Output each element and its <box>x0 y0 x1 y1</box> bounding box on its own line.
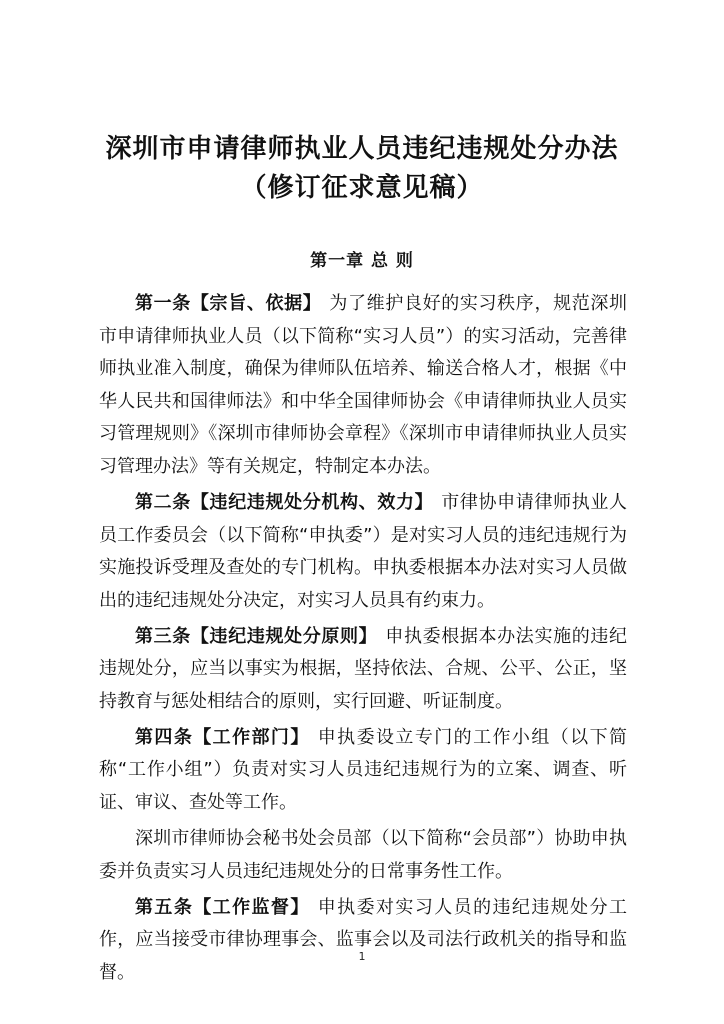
page-number: 1 <box>358 950 366 963</box>
document-title: 深圳市申请律师执业人员违纪违规处分办法 <box>105 134 619 164</box>
article-text: 申执委对实习人员的违纪违规处分工作，应当接受市律协理事会、监事会以及司法行政机关的指导和监督。 <box>99 896 627 983</box>
chapter-heading: 第一章 总 则 <box>310 251 414 271</box>
article-2 <box>99 487 627 617</box>
document-subtitle: （修订征求意见稿） <box>240 173 484 203</box>
article-text: 申执委根据本办法实施的违纪违规处分，应当以事实为根据，坚持依法、合规、公平、公正，坚持教育与惩处相结合的原则，实行回避、听证制度。 <box>99 625 628 712</box>
article-4 <box>99 722 627 820</box>
document-body <box>99 288 627 993</box>
article-heading: 第一条【宗旨、依据】 <box>135 293 322 314</box>
article-heading: 第五条【工作监督】 <box>135 896 310 918</box>
article-text: 申执委设立专门的工作小组（以下简称“工作小组”）负责对实习人员违纪违规行为的立案、调查、听证、审议、查处等工作。 <box>99 726 627 814</box>
article-text: 市律协申请律师执业人员工作委员会（以下简称“申执委”）是对实习人员的违纪违规行为实施投诉受理及查处的专门机构。申执委根据本办法对实习人员做出的违纪违规处分决定，对实习人员具有约束力。 <box>99 491 628 611</box>
article-1 <box>99 288 627 484</box>
article-heading: 第三条【违纪违规处分原则】 <box>135 625 378 647</box>
article-heading: 第二条【违纪违规处分机构、效力】 <box>135 491 434 513</box>
article-heading: 第四条【工作部门】 <box>135 726 310 748</box>
article-3 <box>99 621 627 719</box>
article-5 <box>99 892 627 990</box>
article-text: 深圳市律师协会秘书处会员部（以下简称“会员部”）协助申执委并负责实习人员违纪违规处分的日常事务性工作。 <box>99 828 627 882</box>
article-4-paragraph-2 <box>99 823 627 888</box>
article-text: 为了维护良好的实习秩序，规范深圳市申请律师执业人员（以下简称“实习人员”）的实习活动，完善律师执业准入制度，确保为律师队伍培养、输送合格人才，根据《中华人民共和国律师法》和中华全国律师协会《申请律师执业人员实习管理规则》《深圳市律师协会章程》《深圳市申请律师执业人员实习管理办法》等有关规定，特制定本办法。 <box>99 293 628 477</box>
